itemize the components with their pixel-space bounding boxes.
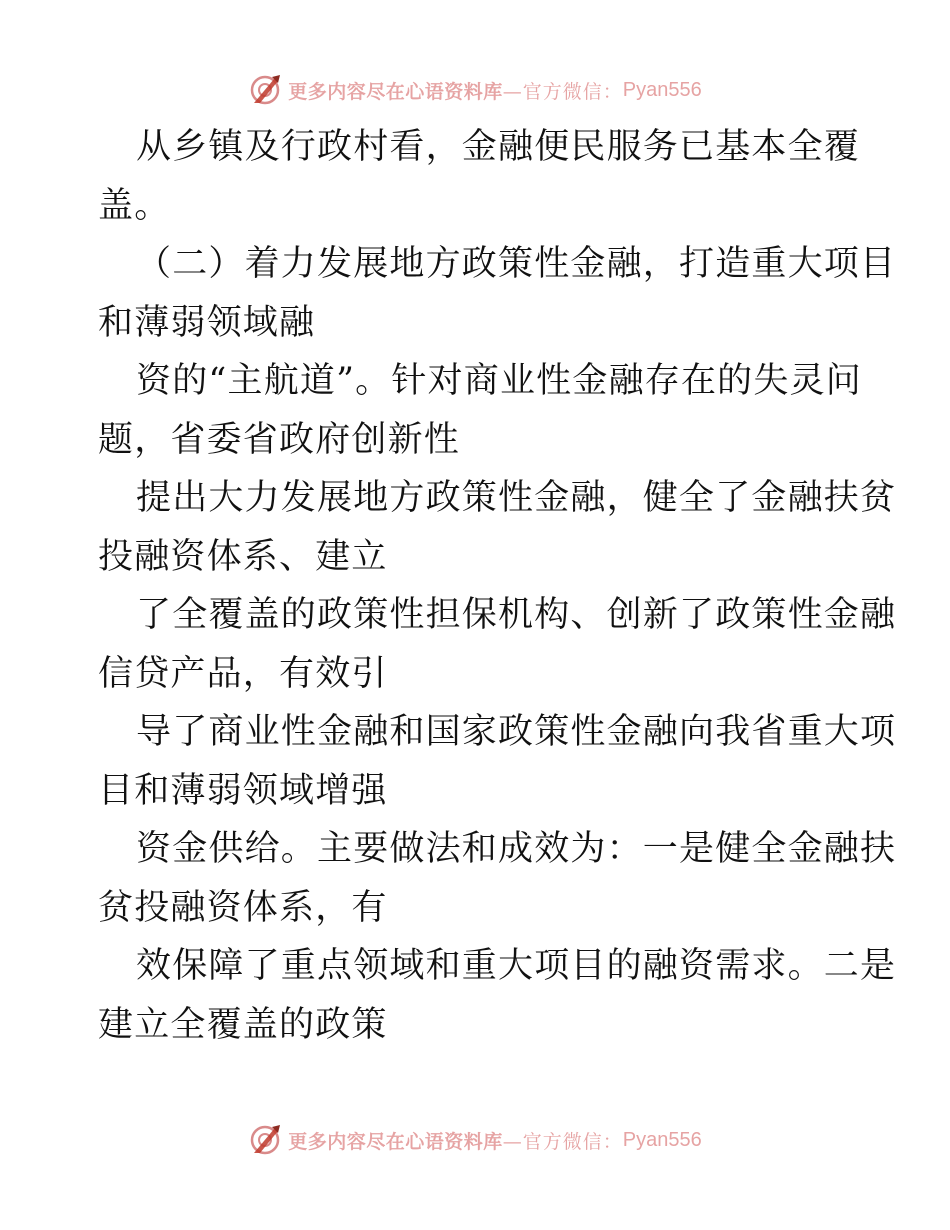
text-line: 了全覆盖的政策性担保机构、创新了政策性金融 [136,595,897,635]
watermark-main-text: 更多内容尽在心语资料库 [288,1130,503,1153]
document-body [98,118,897,1054]
text-line: 资的“主航道”。针对商业性金融存在的失灵问 [136,361,862,401]
text-line: 从乡镇及行政村看，金融便民服务已基本全覆 [136,127,861,167]
watermark-sub-text: —官方微信： [502,80,623,103]
watermark-wechat-id: Pyan556 [622,1128,702,1151]
text-line: 资金供给。主要做法和成效为：一是健全金融扶 [136,829,897,869]
text-line: 和薄弱领域融 [98,302,316,343]
text-line: 信贷产品，有效引 [98,653,388,694]
quill-logo-icon [248,1123,282,1157]
text-line: 建立全覆盖的政策 [98,1004,388,1045]
text-line: 贫投融资体系，有 [98,887,388,928]
watermark-main-text: 更多内容尽在心语资料库 [288,80,503,103]
text-line: 目和薄弱领域增强 [98,770,388,811]
watermark-wechat-id: Pyan556 [622,78,702,101]
header-watermark [0,70,950,110]
text-line: 盖。 [98,185,171,226]
text-line: 导了商业性金融和国家政策性金融向我省重大项 [136,712,897,752]
text-line: 效保障了重点领域和重大项目的融资需求。二是 [136,946,897,986]
text-line: 提出大力发展地方政策性金融，健全了金融扶贫 [136,478,897,518]
text-line: 投融资体系、建立 [98,536,388,577]
text-line: 题，省委省政府创新性 [98,419,461,460]
footer-watermark [0,1120,950,1160]
text-line: （二）着力发展地方政策性金融，打造重大项目 [136,244,897,284]
watermark-sub-text: —官方微信： [502,1130,623,1153]
quill-logo-icon [248,73,282,107]
